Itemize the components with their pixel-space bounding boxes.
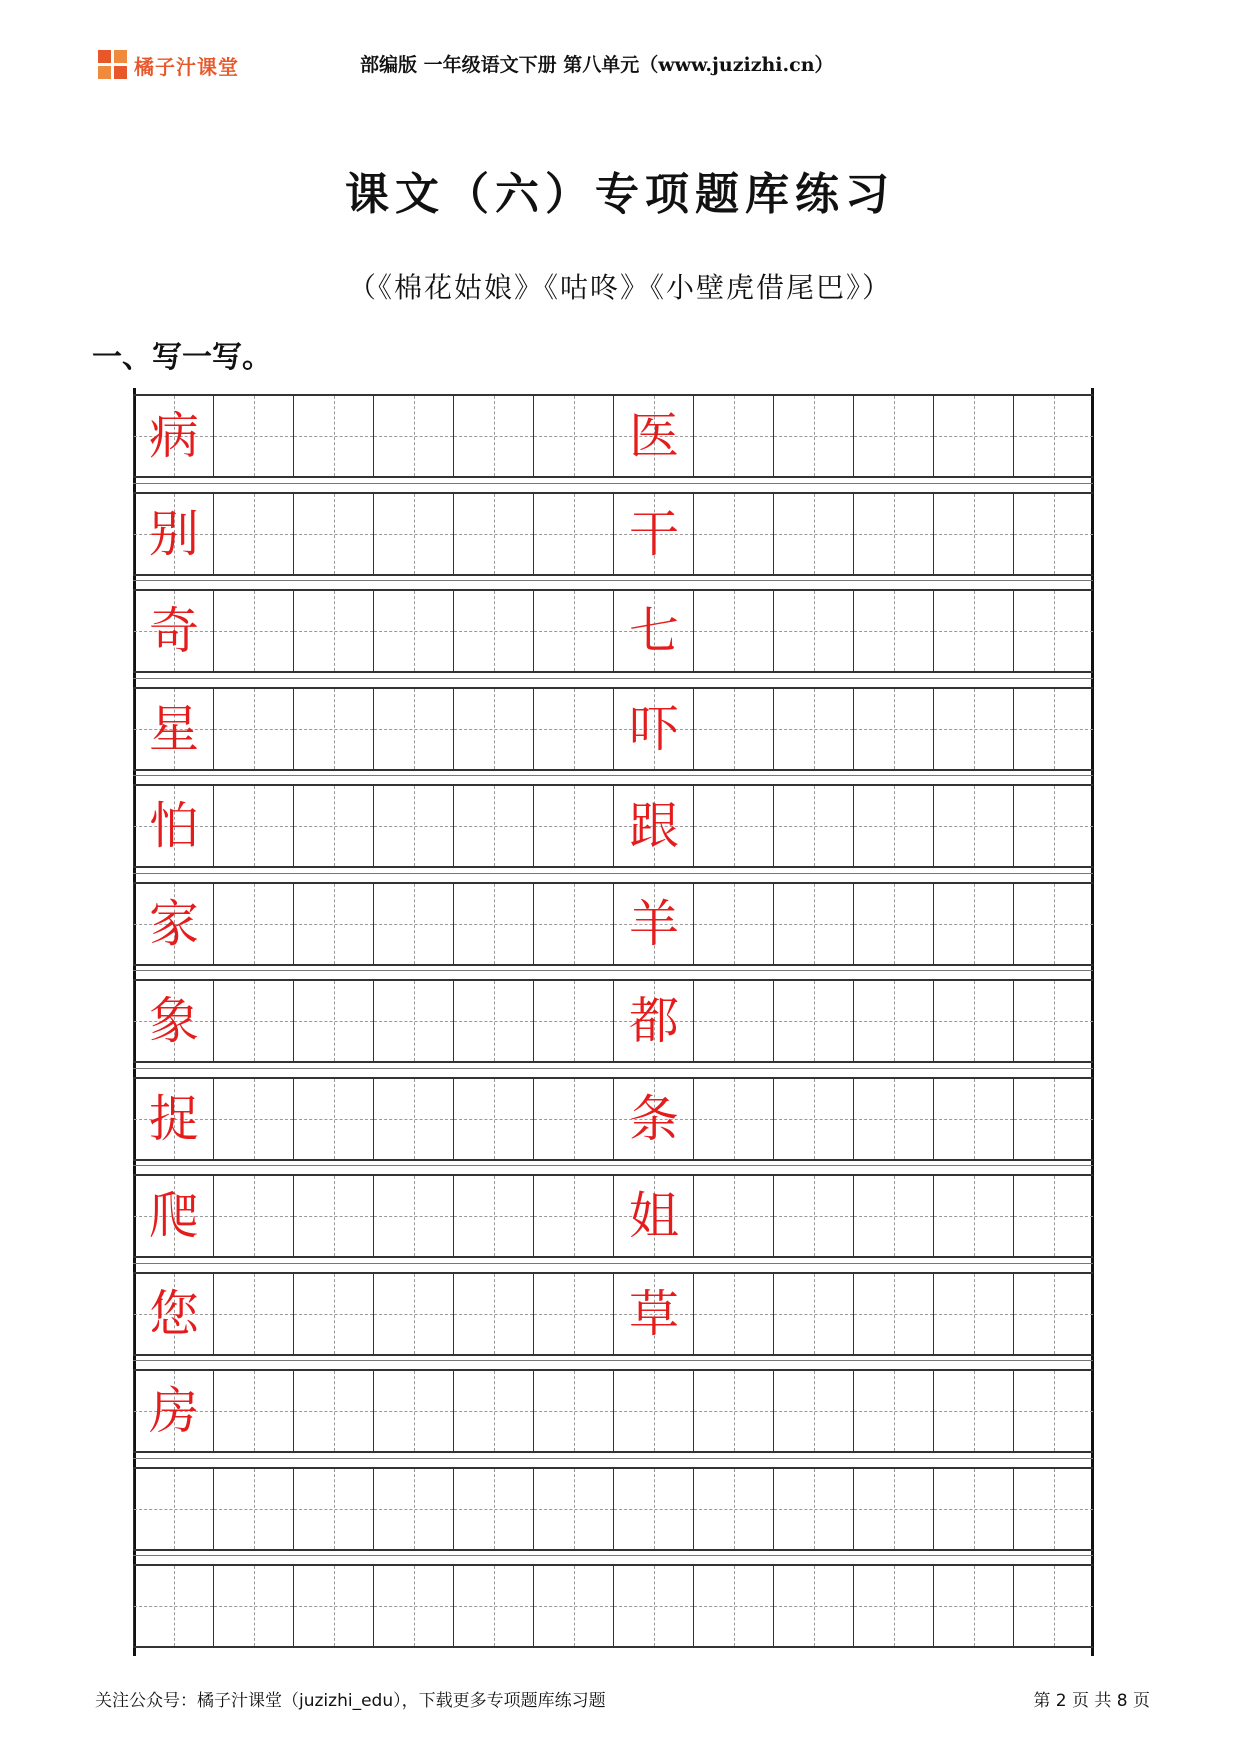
brand-logo (98, 48, 239, 82)
practice-row (133, 687, 1093, 771)
practice-cell (1013, 1274, 1093, 1354)
practice-cell (453, 1274, 533, 1354)
practice-cell (533, 1566, 613, 1646)
practice-cell (533, 494, 613, 574)
practice-cell (533, 1371, 613, 1451)
practice-cell (533, 591, 613, 671)
row-separator (133, 1360, 1093, 1361)
practice-cell (1013, 494, 1093, 574)
practice-cell (453, 884, 533, 964)
logo-icon (98, 50, 128, 80)
practice-row (133, 1174, 1093, 1258)
page-prefix: 第 (1033, 1691, 1051, 1711)
practice-cell (773, 884, 853, 964)
practice-row (133, 882, 1093, 966)
practice-cell (933, 1566, 1013, 1646)
model-character: 您 (149, 1284, 199, 1343)
practice-cell (293, 1176, 373, 1256)
practice-cell (613, 494, 693, 574)
model-character: 医 (629, 407, 679, 465)
practice-cell (853, 884, 933, 964)
practice-cell (933, 591, 1013, 671)
practice-cell (853, 1566, 933, 1646)
model-character: 怕 (149, 797, 199, 855)
practice-cell (533, 786, 613, 866)
practice-cell (533, 1176, 613, 1256)
practice-cell (373, 1176, 453, 1256)
practice-cell (933, 1469, 1013, 1549)
practice-cell (533, 1274, 613, 1354)
practice-cell (373, 884, 453, 964)
practice-row (133, 492, 1093, 576)
model-character (614, 1371, 694, 1451)
practice-cell (853, 1176, 933, 1256)
practice-cell (133, 981, 213, 1061)
practice-cell (1013, 591, 1093, 671)
practice-cell (853, 786, 933, 866)
practice-cell (933, 1176, 1013, 1256)
model-character: 捉 (149, 1089, 199, 1148)
model-character: 羊 (629, 894, 679, 953)
practice-cell (613, 591, 693, 671)
practice-cell (293, 1274, 373, 1354)
practice-cell (373, 786, 453, 866)
practice-cell (613, 884, 693, 964)
practice-cell (453, 494, 533, 574)
practice-cell (453, 1079, 533, 1159)
practice-cell (693, 1079, 773, 1159)
practice-cell (213, 1079, 293, 1159)
practice-cell (133, 1371, 213, 1451)
practice-cell (453, 689, 533, 769)
practice-cell (533, 884, 613, 964)
practice-cell (933, 396, 1013, 476)
practice-cell (613, 689, 693, 769)
practice-cell (373, 1274, 453, 1354)
page-subtitle: （《棉花姑娘》《咕咚》《小壁虎借尾巴》） (347, 271, 892, 304)
practice-cell (853, 396, 933, 476)
practice-cell (773, 1566, 853, 1646)
practice-cell (533, 1469, 613, 1549)
practice-cell (213, 1469, 293, 1549)
practice-cell (373, 396, 453, 476)
practice-cell (1013, 1371, 1093, 1451)
practice-cell (693, 494, 773, 574)
model-character: 七 (629, 602, 679, 660)
practice-cell (693, 1176, 773, 1256)
model-character: 房 (149, 1382, 199, 1440)
practice-cell (613, 981, 693, 1061)
practice-cell (293, 884, 373, 964)
practice-cell (293, 396, 373, 476)
practice-row (133, 1077, 1093, 1161)
practice-cell (693, 786, 773, 866)
practice-cell (373, 591, 453, 671)
model-character: 干 (629, 504, 679, 563)
practice-cell (853, 1469, 933, 1549)
practice-row (133, 589, 1093, 673)
practice-cell (773, 786, 853, 866)
practice-cell (853, 689, 933, 769)
header-title: 部编版 一年级语文下册 第八单元（www.juzizhi.cn） (360, 54, 834, 76)
model-character: 条 (629, 1089, 679, 1148)
practice-cell (693, 1371, 773, 1451)
practice-cell (293, 981, 373, 1061)
practice-cell (933, 1274, 1013, 1354)
practice-cell (213, 689, 293, 769)
row-separator (133, 678, 1093, 679)
practice-cell (613, 1274, 693, 1354)
practice-cell (133, 494, 213, 574)
practice-cell (853, 1274, 933, 1354)
practice-cell (933, 884, 1013, 964)
practice-cell (533, 396, 613, 476)
practice-cell (1013, 884, 1093, 964)
practice-row (133, 1369, 1093, 1453)
practice-cell (373, 1079, 453, 1159)
practice-row (133, 1564, 1093, 1648)
practice-cell (853, 981, 933, 1061)
practice-cell (453, 591, 533, 671)
practice-cell (213, 884, 293, 964)
model-character: 奇 (149, 602, 199, 660)
practice-cell (133, 689, 213, 769)
practice-cell (293, 494, 373, 574)
practice-cell (613, 786, 693, 866)
practice-cell (773, 981, 853, 1061)
model-character: 家 (149, 894, 199, 953)
page-title: 课文（六）专项题库练习 (345, 169, 895, 220)
practice-cell (133, 884, 213, 964)
practice-cell (693, 981, 773, 1061)
model-character: 都 (629, 992, 679, 1050)
page-total: 8 (1116, 1691, 1128, 1711)
practice-cell (213, 1371, 293, 1451)
practice-cell (213, 1566, 293, 1646)
row-separator (133, 580, 1093, 581)
practice-cell (453, 1371, 533, 1451)
page-suffix: 页 (1133, 1691, 1150, 1711)
logo-text: 橘子汁课堂 (134, 54, 239, 79)
practice-cell (373, 1469, 453, 1549)
practice-cell (773, 591, 853, 671)
practice-cell (1013, 689, 1093, 769)
practice-cell (293, 689, 373, 769)
practice-cell (213, 494, 293, 574)
practice-cell (373, 689, 453, 769)
practice-cell (133, 1566, 213, 1646)
practice-cell (293, 1079, 373, 1159)
model-character (134, 1566, 214, 1646)
practice-cell (933, 1079, 1013, 1159)
practice-cell (293, 1469, 373, 1549)
practice-cell (213, 786, 293, 866)
practice-cell (533, 689, 613, 769)
row-separator (133, 1263, 1093, 1264)
practice-cell (693, 591, 773, 671)
practice-cell (133, 1079, 213, 1159)
model-character (614, 1566, 694, 1646)
practice-cell (453, 786, 533, 866)
page-current: 2 (1055, 1691, 1067, 1711)
row-separator (133, 1068, 1093, 1069)
practice-cell (133, 591, 213, 671)
practice-cell (1013, 1079, 1093, 1159)
practice-cell (293, 786, 373, 866)
practice-cell (613, 1371, 693, 1451)
practice-cell (1013, 1469, 1093, 1549)
practice-cell (533, 981, 613, 1061)
practice-cell (693, 1469, 773, 1549)
practice-cell (773, 1176, 853, 1256)
practice-cell (853, 591, 933, 671)
practice-cell (613, 1469, 693, 1549)
practice-cell (213, 1274, 293, 1354)
practice-cell (933, 1371, 1013, 1451)
row-separator (133, 1555, 1093, 1556)
practice-cell (373, 1566, 453, 1646)
practice-cell (933, 786, 1013, 866)
model-character: 星 (149, 699, 199, 758)
practice-cell (373, 494, 453, 574)
practice-cell (613, 1079, 693, 1159)
practice-cell (133, 1469, 213, 1549)
practice-cell (293, 1371, 373, 1451)
practice-cell (213, 981, 293, 1061)
practice-cell (453, 1176, 533, 1256)
model-character: 姐 (629, 1187, 679, 1245)
practice-cell (1013, 1566, 1093, 1646)
model-character: 吓 (629, 699, 679, 758)
practice-cell (293, 1566, 373, 1646)
practice-cell (773, 396, 853, 476)
practice-cell (773, 689, 853, 769)
practice-cell (133, 396, 213, 476)
practice-cell (773, 1469, 853, 1549)
model-character: 别 (149, 504, 199, 563)
practice-cell (773, 1371, 853, 1451)
model-character: 草 (629, 1284, 679, 1343)
practice-cell (693, 1566, 773, 1646)
model-character: 象 (149, 992, 199, 1050)
practice-row (133, 1467, 1093, 1551)
practice-cell (773, 1079, 853, 1159)
practice-cell (453, 1566, 533, 1646)
row-separator (133, 873, 1093, 874)
practice-cell (133, 1176, 213, 1256)
practice-cell (853, 1079, 933, 1159)
practice-cell (693, 689, 773, 769)
model-character: 爬 (149, 1187, 199, 1245)
practice-cell (933, 981, 1013, 1061)
practice-row (133, 979, 1093, 1063)
practice-cell (613, 1566, 693, 1646)
practice-cell (453, 1469, 533, 1549)
section-heading: 一、写一写。 (92, 340, 272, 375)
practice-cell (773, 494, 853, 574)
practice-cell (1013, 786, 1093, 866)
practice-cell (373, 981, 453, 1061)
practice-cell (693, 396, 773, 476)
practice-row (133, 784, 1093, 868)
practice-cell (1013, 396, 1093, 476)
model-character (614, 1469, 694, 1549)
practice-cell (1013, 981, 1093, 1061)
practice-row (133, 394, 1093, 478)
row-separator (133, 775, 1093, 776)
practice-cell (213, 1176, 293, 1256)
practice-cell (613, 1176, 693, 1256)
row-separator (133, 970, 1093, 971)
practice-cell (693, 884, 773, 964)
practice-cell (933, 494, 1013, 574)
row-separator (133, 1458, 1093, 1459)
practice-row (133, 1272, 1093, 1356)
practice-cell (853, 494, 933, 574)
practice-cell (133, 1274, 213, 1354)
model-character: 跟 (629, 797, 679, 855)
practice-cell (373, 1371, 453, 1451)
practice-cell (213, 591, 293, 671)
practice-cell (933, 689, 1013, 769)
row-separator (133, 483, 1093, 484)
model-character (134, 1469, 214, 1549)
practice-cell (293, 591, 373, 671)
practice-cell (133, 786, 213, 866)
practice-cell (693, 1274, 773, 1354)
page-indicator (1033, 1686, 1150, 1711)
practice-cell (453, 396, 533, 476)
page-middle: 页 共 (1071, 1691, 1112, 1711)
practice-cell (1013, 1176, 1093, 1256)
model-character: 病 (149, 407, 199, 465)
practice-cell (773, 1274, 853, 1354)
practice-cell (853, 1371, 933, 1451)
practice-cell (453, 981, 533, 1061)
writing-grid (133, 388, 1095, 1656)
footer-note: 关注公众号：橘子汁课堂（juzizhi_edu），下载更多专项题库练习题 (95, 1691, 606, 1711)
practice-cell (613, 396, 693, 476)
row-separator (133, 1165, 1093, 1166)
practice-cell (213, 396, 293, 476)
practice-cell (533, 1079, 613, 1159)
